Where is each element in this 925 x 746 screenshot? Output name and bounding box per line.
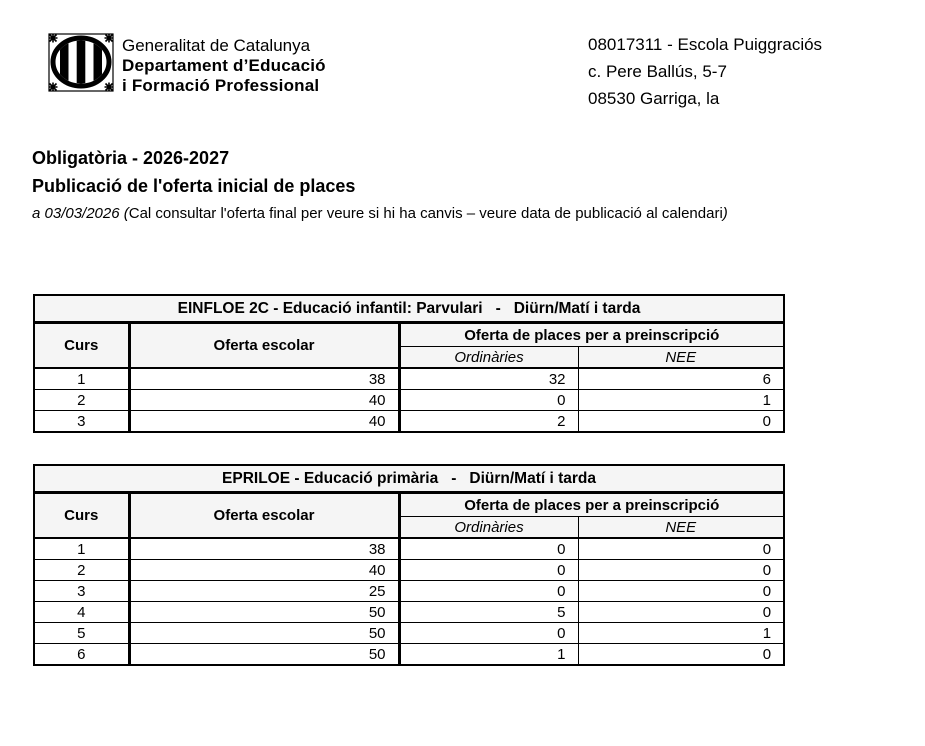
column-header-oferta-escolar: Oferta escolar bbox=[129, 323, 399, 369]
column-header-ordinaries: Ordinàries bbox=[399, 347, 578, 369]
column-header-nee: NEE bbox=[578, 517, 784, 539]
cell-oferta-escolar: 40 bbox=[129, 560, 399, 581]
cell-oferta-escolar: 50 bbox=[129, 644, 399, 666]
school-info-block bbox=[588, 31, 822, 112]
offer-table-epriloe bbox=[33, 464, 785, 666]
table-row bbox=[34, 538, 784, 560]
cell-oferta-escolar: 50 bbox=[129, 623, 399, 644]
cell-curs: 3 bbox=[34, 411, 129, 433]
table-title-schedule: Diürn/Matí i tarda bbox=[469, 469, 597, 487]
cell-curs: 1 bbox=[34, 538, 129, 560]
org-name-line1: Generalitat de Catalunya bbox=[122, 36, 311, 55]
column-header-preinscripcio: Oferta de places per a preinscripció bbox=[399, 323, 784, 347]
table-title-name: EPRILOE - Educació primària bbox=[222, 469, 439, 487]
cell-ordinaries: 0 bbox=[399, 623, 578, 644]
offer-table-einfloe-2c bbox=[33, 294, 785, 433]
cell-ordinaries: 5 bbox=[399, 602, 578, 623]
table-title-name: EINFLOE 2C - Educació infantil: Parvulari bbox=[177, 299, 483, 317]
cell-nee: 0 bbox=[578, 644, 784, 666]
table-title-row bbox=[34, 465, 784, 493]
cell-nee: 0 bbox=[578, 602, 784, 623]
school-city: 08530 Garriga, la bbox=[588, 89, 720, 108]
publication-title: Publicació de l'oferta inicial de places bbox=[32, 176, 356, 196]
table-header-row bbox=[34, 493, 784, 517]
column-header-preinscripcio: Oferta de places per a preinscripció bbox=[399, 493, 784, 517]
cell-curs: 5 bbox=[34, 623, 129, 644]
title-section bbox=[32, 144, 728, 226]
cell-ordinaries: 1 bbox=[399, 644, 578, 666]
org-name-block bbox=[122, 36, 326, 96]
cell-ordinaries: 32 bbox=[399, 368, 578, 390]
note-date: a 03/03/2026 ( bbox=[32, 205, 129, 222]
school-address: c. Pere Ballús, 5-7 bbox=[588, 62, 727, 81]
table-row bbox=[34, 390, 784, 411]
cell-oferta-escolar: 40 bbox=[129, 390, 399, 411]
table-title-row bbox=[34, 295, 784, 323]
cell-curs: 1 bbox=[34, 368, 129, 390]
column-header-oferta-escolar: Oferta escolar bbox=[129, 493, 399, 539]
table-row bbox=[34, 602, 784, 623]
table-title bbox=[34, 465, 784, 493]
cell-ordinaries: 0 bbox=[399, 581, 578, 602]
table-row bbox=[34, 560, 784, 581]
document-header bbox=[48, 31, 326, 96]
cell-nee: 0 bbox=[578, 560, 784, 581]
cell-nee: 0 bbox=[578, 538, 784, 560]
column-header-ordinaries: Ordinàries bbox=[399, 517, 578, 539]
table-row bbox=[34, 623, 784, 644]
cell-ordinaries: 0 bbox=[399, 560, 578, 581]
table-title-schedule: Diürn/Matí i tarda bbox=[513, 299, 641, 317]
column-header-curs: Curs bbox=[34, 493, 129, 539]
cell-nee: 0 bbox=[578, 581, 784, 602]
cell-oferta-escolar: 50 bbox=[129, 602, 399, 623]
org-name-line3: i Formació Professional bbox=[122, 76, 320, 95]
table-row bbox=[34, 368, 784, 390]
cell-curs: 2 bbox=[34, 560, 129, 581]
cell-ordinaries: 0 bbox=[399, 538, 578, 560]
table-row bbox=[34, 581, 784, 602]
cell-ordinaries: 2 bbox=[399, 411, 578, 433]
cell-curs: 2 bbox=[34, 390, 129, 411]
table-row bbox=[34, 644, 784, 666]
column-header-curs: Curs bbox=[34, 323, 129, 369]
table-title-dash: - bbox=[451, 469, 457, 487]
org-name-line2: Departament d’Educació bbox=[122, 56, 326, 75]
note-close: ) bbox=[722, 205, 728, 222]
cell-curs: 3 bbox=[34, 581, 129, 602]
cell-nee: 1 bbox=[578, 390, 784, 411]
cell-oferta-escolar: 38 bbox=[129, 368, 399, 390]
cell-curs: 4 bbox=[34, 602, 129, 623]
cell-nee: 6 bbox=[578, 368, 784, 390]
education-stage-title: Obligatòria - 2026-2027 bbox=[32, 148, 230, 168]
publication-note bbox=[32, 202, 728, 226]
note-body: Cal consultar l'oferta final per veure si hi ha canvis – veure data de publicació al calendari bbox=[128, 205, 723, 222]
cell-ordinaries: 0 bbox=[399, 390, 578, 411]
cell-oferta-escolar: 40 bbox=[129, 411, 399, 433]
cell-nee: 0 bbox=[578, 411, 784, 433]
cell-curs: 6 bbox=[34, 644, 129, 666]
generalitat-logo-icon bbox=[48, 31, 114, 94]
cell-nee: 1 bbox=[578, 623, 784, 644]
school-code-name: 08017311 - Escola Puiggraciós bbox=[588, 35, 823, 54]
cell-oferta-escolar: 25 bbox=[129, 581, 399, 602]
table-title bbox=[34, 295, 784, 323]
table-title-dash: - bbox=[495, 299, 501, 317]
table-row bbox=[34, 411, 784, 433]
column-header-nee: NEE bbox=[578, 347, 784, 369]
table-header-row bbox=[34, 323, 784, 347]
cell-oferta-escolar: 38 bbox=[129, 538, 399, 560]
